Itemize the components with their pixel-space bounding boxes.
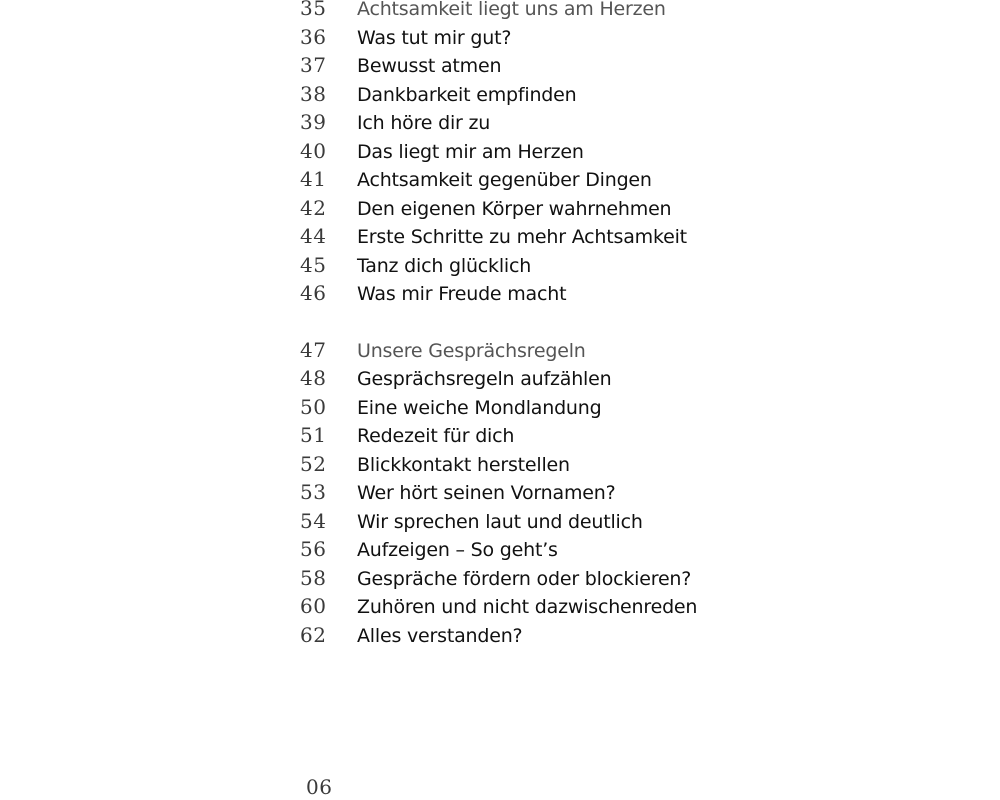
toc-page-number: 40: [300, 138, 327, 163]
toc-page-number: 41: [300, 167, 327, 191]
toc-page-number: 50: [300, 394, 327, 419]
toc-entry-title: Dankbarkeit empfinden: [357, 83, 577, 106]
toc-entry-title: Gespräche fördern oder blockieren?: [357, 567, 692, 590]
table-of-contents: [300, 0, 900, 649]
toc-entry-title: Alles verstanden?: [357, 624, 523, 647]
toc-page-number: 52: [300, 451, 327, 476]
toc-entry-title: Tanz dich glücklich: [357, 254, 532, 277]
toc-page-number: 44: [300, 224, 327, 248]
toc-entry: [300, 279, 900, 308]
toc-entry: [300, 478, 900, 507]
toc-page-number: 45: [300, 252, 327, 277]
toc-page-number: 38: [300, 81, 327, 106]
toc-entry: [300, 592, 900, 621]
toc-entry-title: Eine weiche Mondlandung: [357, 396, 602, 419]
toc-page-number: 54: [300, 508, 327, 533]
toc-entry-title: Was mir Freude macht: [357, 283, 567, 305]
toc-entry: [300, 137, 900, 166]
toc-entry: [300, 535, 900, 564]
toc-entry-title: Erste Schritte zu mehr Achtsamkeit: [357, 226, 687, 248]
toc-page-number: 47: [300, 337, 327, 362]
toc-entry: [300, 80, 900, 109]
toc-entry-title: Was tut mir gut?: [357, 26, 512, 49]
toc-page-number: 42: [300, 195, 327, 220]
toc-heading-title: Unsere Gesprächsregeln: [357, 339, 586, 362]
toc-entry-title: Achtsamkeit gegenüber Dingen: [357, 169, 652, 191]
toc-entry-title: Ich höre dir zu: [357, 112, 491, 134]
toc-page-number: 48: [300, 366, 327, 390]
toc-entry-title: Aufzeigen – So geht’s: [357, 539, 558, 561]
toc-page-number: 37: [300, 53, 327, 77]
toc-page-number: 36: [300, 24, 327, 49]
toc-page-number: 53: [300, 480, 327, 504]
toc-entry: [300, 507, 900, 536]
toc-page-number: 56: [300, 537, 327, 561]
toc-section: [300, 336, 900, 650]
toc-entry-title: Das liegt mir am Herzen: [357, 140, 584, 163]
toc-page-number: 58: [300, 565, 327, 590]
toc-entry: [300, 51, 900, 80]
toc-entry-title: Wir sprechen laut und deutlich: [357, 510, 643, 533]
toc-page-number: 60: [300, 594, 327, 618]
toc-section-heading: [300, 336, 900, 365]
toc-entry: [300, 23, 900, 52]
toc-entry: [300, 194, 900, 223]
toc-page-number: 35: [300, 0, 327, 20]
toc-entry: [300, 222, 900, 251]
toc-entry: [300, 393, 900, 422]
toc-entry-title: Redezeit für dich: [357, 425, 515, 447]
toc-entry-title: Blickkontakt herstellen: [357, 453, 570, 476]
toc-entry: [300, 364, 900, 393]
toc-section-heading: [300, 0, 900, 23]
toc-entry-title: Wer hört seinen Vornamen?: [357, 482, 616, 504]
toc-entry-title: Den eigenen Körper wahrnehmen: [357, 197, 672, 220]
toc-section: [300, 0, 900, 308]
page-number: 06: [306, 775, 333, 799]
toc-entry: [300, 165, 900, 194]
toc-entry-title: Bewusst atmen: [357, 55, 502, 77]
toc-page-number: 62: [300, 622, 327, 647]
toc-entry-title: Zuhören und nicht dazwischenreden: [357, 596, 698, 618]
toc-entry: [300, 421, 900, 450]
toc-page-number: 46: [300, 281, 327, 305]
toc-page-number: 39: [300, 110, 327, 134]
toc-entry: [300, 251, 900, 280]
toc-heading-title: Achtsamkeit liegt uns am Herzen: [357, 0, 666, 20]
toc-entry: [300, 450, 900, 479]
toc-entry: [300, 108, 900, 137]
toc-entry-title: Gesprächsregeln aufzählen: [357, 368, 612, 390]
toc-entry: [300, 621, 900, 650]
toc-entry: [300, 564, 900, 593]
toc-page-number: 51: [300, 423, 327, 447]
